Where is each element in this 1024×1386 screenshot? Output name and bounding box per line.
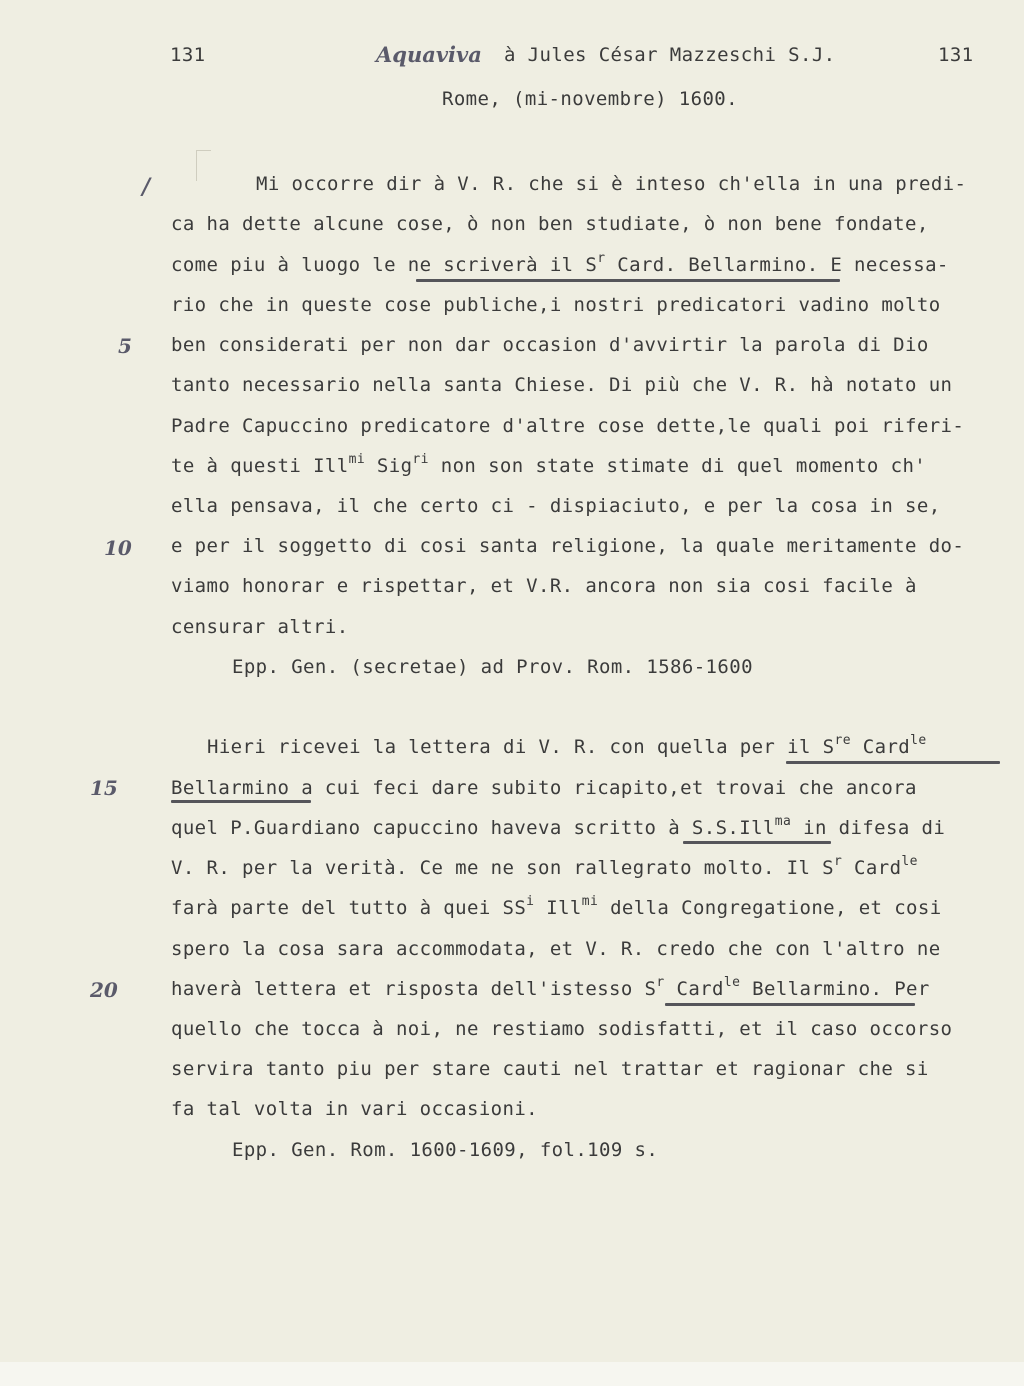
- underline-mark: [665, 1003, 915, 1006]
- text-line: V. R. per la verità. Ce me ne son rallegrato molto. Il $S^r$ Card$^{le}$: [171, 854, 918, 879]
- text-line: haverà lettera et risposta dell'istesso $S^r$ Card$^{le}$ Bellarmino. Per: [171, 975, 930, 1000]
- source-citation: Epp. Gen. (secretae) ad Prov. Rom. 1586-1600: [232, 656, 753, 678]
- underline-mark: [416, 279, 840, 282]
- source-citation: Epp. Gen. Rom. 1600-1609, fol.109 s.: [232, 1139, 659, 1161]
- text-line: Bellarmino a cui feci dare subito ricapito,et trovai che ancora: [171, 777, 917, 799]
- page-number-left: 131: [170, 44, 206, 66]
- paper-mark: [196, 150, 211, 181]
- handwritten-author: Aquaviva: [376, 42, 482, 67]
- text-line: servira tanto piu per stare cauti nel trattar et ragionar che si: [171, 1058, 929, 1080]
- text-line: te à questi Ill$^{mi}$ Sig$^{ri}$ non son state stimate di quel momento ch': [171, 452, 927, 477]
- text-line: viamo honorar e rispettar, et V.R. ancora non sia cosi facile à: [171, 575, 917, 597]
- letter-title: à Jules César Mazzeschi S.J.: [504, 44, 836, 66]
- margin-mark-20: 20: [90, 978, 118, 1002]
- text-line: censurar altri.: [171, 616, 349, 638]
- text-line: ca ha dette alcune cose, ò non ben studiate, ò non bene fondate,: [171, 213, 929, 235]
- date-line: Rome, (mi-novembre) 1600.: [442, 88, 738, 110]
- margin-mark-1: /: [142, 174, 151, 200]
- underline-mark: [683, 841, 831, 844]
- text-line: Mi occorre dir à V. R. che si è inteso ch'ella in una predi-: [256, 173, 967, 195]
- text-line: ben considerati per non dar occasion d'avvirtir la parola di Dio: [171, 334, 929, 356]
- text-line: quello che tocca à noi, ne restiamo sodisfatti, et il caso occorso: [171, 1018, 953, 1040]
- text-line: ella pensava, il che certo ci - dispiaciuto, e per la cosa in se,: [171, 495, 941, 517]
- page-number-right: 131: [938, 44, 974, 66]
- margin-mark-5: 5: [118, 334, 132, 358]
- margin-mark-10: 10: [104, 536, 132, 560]
- text-line: fa tal volta in vari occasioni.: [171, 1098, 539, 1120]
- text-line: come piu à luogo le ne scriverà il $S^r$ Card. Bellarmino. E necessa-: [171, 251, 949, 276]
- text-line: tanto necessario nella santa Chiese. Di più che V. R. hà notato un: [171, 374, 953, 396]
- margin-mark-15: 15: [90, 776, 118, 800]
- underline-mark: [171, 800, 311, 803]
- text-line: farà parte del tutto à quei $SS^i$ Ill$^{mi}$ della Congregatione, et cosi: [171, 894, 942, 919]
- text-line: quel P.Guardiano capuccino haveva scritto à S.S.Ill$^{ma}$ in difesa di: [171, 814, 946, 839]
- text-line: spero la cosa sara accommodata, et V. R. credo che con l'altro ne: [171, 938, 941, 960]
- text-line: e per il soggetto di cosi santa religione, la quale meritamente do-: [171, 535, 965, 557]
- text-line: Hieri ricevei la lettera di V. R. con quella per il $S^{re}$ Card$^{le}$: [207, 733, 927, 758]
- scan-edge: [0, 1362, 1024, 1386]
- text-line: Padre Capuccino predicatore d'altre cose dette,le quali poi riferi-: [171, 415, 965, 437]
- underline-mark: [786, 761, 1000, 764]
- text-line: rio che in queste cose publiche,i nostri predicatori vadino molto: [171, 294, 941, 316]
